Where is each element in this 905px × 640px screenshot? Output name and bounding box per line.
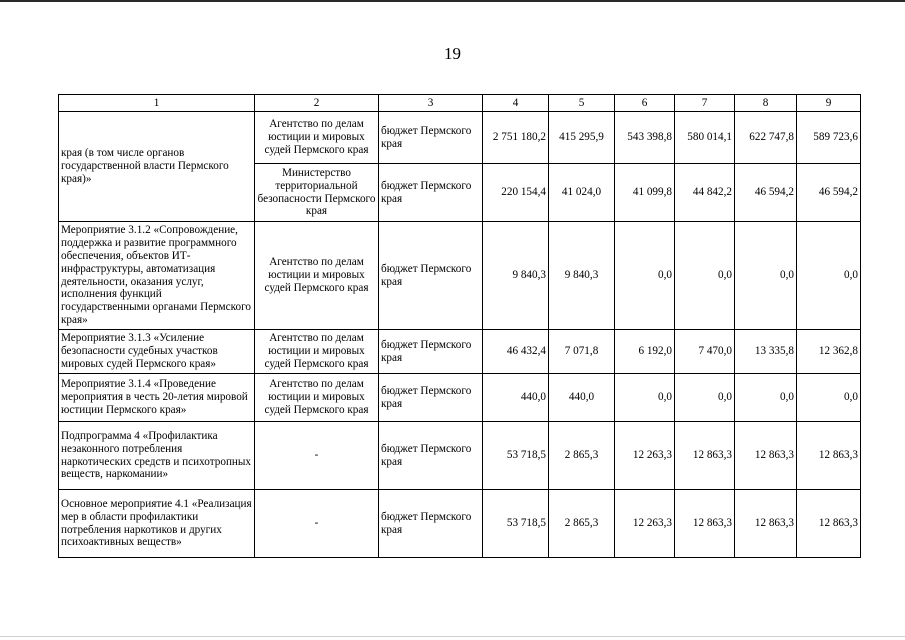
value-cell: 220 154,4 [483,164,549,222]
value-cell: 415 295,9 [549,112,615,164]
table-row [59,490,861,558]
value-cell: 12 863,3 [675,422,735,490]
value-cell: 440,0 [483,374,549,422]
header-cell: 9 [797,95,861,112]
value-cell: 9 840,3 [483,222,549,330]
value-cell: 12 362,8 [797,330,861,374]
table-row [59,222,861,330]
header-cell: 8 [735,95,797,112]
value-cell: 12 863,3 [797,490,861,558]
header-cell: 1 [59,95,255,112]
value-cell: 0,0 [735,374,797,422]
scan-top-edge [0,0,905,2]
header-cell: 5 [549,95,615,112]
value-cell: 53 718,5 [483,490,549,558]
header-cell: 4 [483,95,549,112]
value-cell: 12 863,3 [735,490,797,558]
value-cell: 0,0 [615,374,675,422]
table-header-row [59,95,861,112]
scan-bottom-edge [0,636,905,637]
executor-cell: - [255,490,379,558]
value-cell: 7 470,0 [675,330,735,374]
value-cell: 12 863,3 [675,490,735,558]
value-cell: 7 071,8 [549,330,615,374]
source-cell: бюджет Пермского края [379,112,483,164]
executor-cell: Министерство территориальной безопасности Пермского края [255,164,379,222]
value-cell: 12 263,3 [615,422,675,490]
activity-cell: Мероприятие 3.1.3 «Усиление безопасности судебных участков мировых судей Пермского края» [59,330,255,374]
source-cell: бюджет Пермского края [379,164,483,222]
value-cell: 0,0 [675,222,735,330]
source-cell: бюджет Пермского края [379,330,483,374]
value-cell: 13 335,8 [735,330,797,374]
table-row [59,374,861,422]
header-cell: 6 [615,95,675,112]
value-cell: 12 863,3 [797,422,861,490]
activity-cell: края (в том числе органов государственной власти Пермского края)» [59,112,255,222]
value-cell: 53 718,5 [483,422,549,490]
header-cell: 2 [255,95,379,112]
table-row [59,330,861,374]
value-cell: 0,0 [615,222,675,330]
value-cell: 46 594,2 [797,164,861,222]
source-cell: бюджет Пермского края [379,374,483,422]
value-cell: 9 840,3 [549,222,615,330]
executor-cell: Агентство по делам юстиции и мировых судей Пермского края [255,112,379,164]
value-cell: 0,0 [797,374,861,422]
value-cell: 622 747,8 [735,112,797,164]
value-cell: 46 432,4 [483,330,549,374]
source-cell: бюджет Пермского края [379,222,483,330]
activity-cell: Мероприятие 3.1.2 «Сопровождение, поддержка и развитие программного обеспечения, объектов ИТ-инфраструктуры, автоматизация деятельности, оказания услуг, исполнения функций государственными органами Пермского края» [59,222,255,330]
value-cell: 44 842,2 [675,164,735,222]
value-cell: 440,0 [549,374,615,422]
value-cell: 12 863,3 [735,422,797,490]
value-cell: 2 751 180,2 [483,112,549,164]
value-cell: 46 594,2 [735,164,797,222]
value-cell: 2 865,3 [549,490,615,558]
table-row [59,112,861,164]
header-cell: 3 [379,95,483,112]
value-cell: 0,0 [735,222,797,330]
value-cell: 6 192,0 [615,330,675,374]
value-cell: 41 099,8 [615,164,675,222]
value-cell: 580 014,1 [675,112,735,164]
activity-cell: Подпрограмма 4 «Профилактика незаконного потребления наркотических средств и психотропных веществ, наркомании» [59,422,255,490]
value-cell: 0,0 [797,222,861,330]
activity-cell: Мероприятие 3.1.4 «Проведение мероприятия в честь 20-летия мировой юстиции Пермского края» [59,374,255,422]
executor-cell: Агентство по делам юстиции и мировых судей Пермского края [255,374,379,422]
source-cell: бюджет Пермского края [379,490,483,558]
table-row [59,422,861,490]
budget-table [58,94,861,558]
executor-cell: - [255,422,379,490]
value-cell: 543 398,8 [615,112,675,164]
executor-cell: Агентство по делам юстиции и мировых судей Пермского края [255,222,379,330]
header-cell: 7 [675,95,735,112]
page-number: 19 [444,44,461,63]
activity-cell: Основное мероприятие 4.1 «Реализация мер в области профилактики потребления наркотиков и других психоактивных веществ» [59,490,255,558]
value-cell: 589 723,6 [797,112,861,164]
source-cell: бюджет Пермского края [379,422,483,490]
value-cell: 0,0 [675,374,735,422]
executor-cell: Агентство по делам юстиции и мировых судей Пермского края [255,330,379,374]
value-cell: 12 263,3 [615,490,675,558]
value-cell: 41 024,0 [549,164,615,222]
value-cell: 2 865,3 [549,422,615,490]
